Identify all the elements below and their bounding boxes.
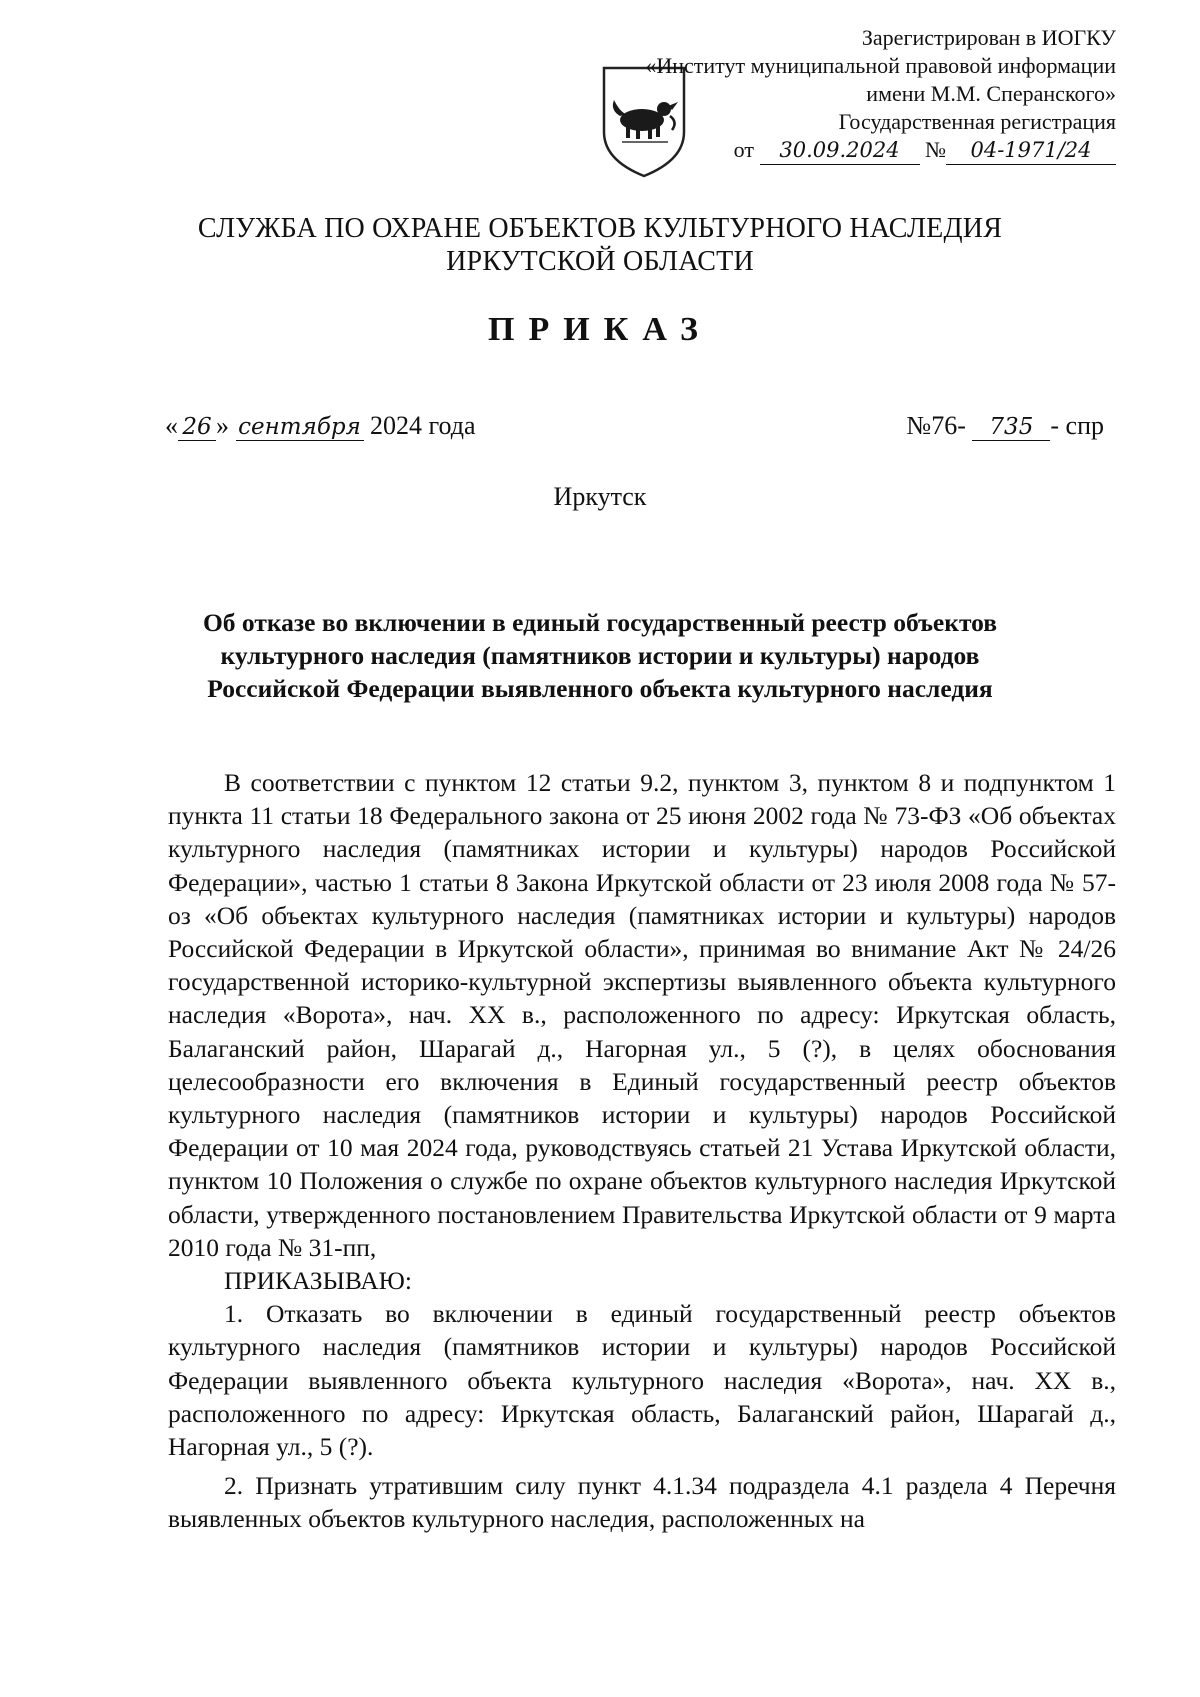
order-date [165, 411, 476, 441]
registration-stamp [645, 24, 1116, 165]
order-directive: ПРИКАЗЫВАЮ: [224, 1266, 412, 1296]
registration-line: Государственная регистрация [838, 109, 1116, 134]
quote-close: » [216, 411, 229, 440]
order-body [168, 766, 1116, 1536]
organization-line: ИРКУТСКОЙ ОБЛАСТИ [446, 246, 754, 277]
order-item: 1. Отказать во включении в единый государственный реестр объектов культурного наследия (памятников истории и культуры) народов Российской Федерации выявленного объекта культурного наследия «Ворота», нач. XX в., расположенного по адресу: Иркутская область, Балаганский район, Шарагай д., Нагорная ул., 5 (?). [168, 1299, 1116, 1462]
order-month-handwritten: сентября [236, 414, 364, 441]
order-year: 2024 года [370, 411, 476, 440]
registration-line: имени М.М. Сперанского» [866, 81, 1116, 106]
registration-date-number-line [645, 136, 1116, 165]
order-title [170, 606, 1030, 705]
order-number-suffix: - спр [1050, 411, 1104, 440]
organization-line: СЛУЖБА ПО ОХРАНЕ ОБЪЕКТОВ КУЛЬТУРНОГО НАСЛЕДИЯ [197, 213, 1003, 244]
registration-number-label: № [925, 137, 946, 162]
title-line: Российской Федерации выявленного объекта культурного наследия [207, 674, 993, 703]
organization-name [0, 212, 1200, 278]
document-type: ПРИКАЗ [488, 311, 712, 348]
order-number-handwritten: 735 [972, 414, 1050, 441]
title-line: культурного наследия (памятников истории и культуры) народов [220, 641, 980, 670]
registration-line: Зарегистрирован в ИОГКУ [861, 25, 1116, 50]
preamble-paragraph: В соответствии с пунктом 12 статьи 9.2, пунктом 3, пунктом 8 и подпунктом 1 пункта 11 статьи 18 Федерального закона от 25 июня 2002 года № 73-ФЗ «Об объектах культурного наследия (памятниках истории и культуры) народов Российской Федерации», частью 1 статьи 8 Закона Иркутской области от 23 июля 2008 года № 57-оз «Об объектах культурного наследия (памятниках истории и культуры) народов Российской Федерации в Иркутской области», принимая во внимание Акт № 24/26 государственной историко-культурной экспертизы выявленного объекта культурного наследия «Ворота», нач. XX в., расположенного по адресу: Иркутская область, Балаганский район, Шарагай д., Нагорная ул., 5 (?), в целях обоснования целесообразности его включения в Единый государственный реестр объектов культурного наследия (памятников истории и культуры) народов Российской Федерации от 10 мая 2024 года, руководствуясь статьей 21 Устава Иркутской области, пунктом 10 Положения о службе по охране объектов культурного наследия Иркутской области, утвержденного постановлением Правительства Иркутской области от 9 марта 2010 года № 31-пп, [168, 768, 1116, 1262]
order-number [906, 411, 1104, 441]
registration-date-handwritten: 30.09.2024 [760, 136, 920, 165]
quote-open: « [165, 411, 178, 440]
order-number-prefix: №76- [906, 411, 966, 440]
registration-number-handwritten: 04-1971/24 [946, 136, 1116, 165]
title-line: Об отказе во включении в единый государственный реестр объектов [202, 608, 998, 637]
registration-line: «Институт муниципальной правовой информации [645, 53, 1116, 78]
order-day-handwritten: 26 [178, 414, 216, 441]
order-city: Иркутск [553, 482, 647, 511]
order-item: 2. Признать утратившим силу пункт 4.1.34 подраздела 4.1 раздела 4 Перечня выявленных объектов культурного наследия, расположенных на [168, 1471, 1116, 1534]
registration-from-label: от [733, 137, 754, 162]
